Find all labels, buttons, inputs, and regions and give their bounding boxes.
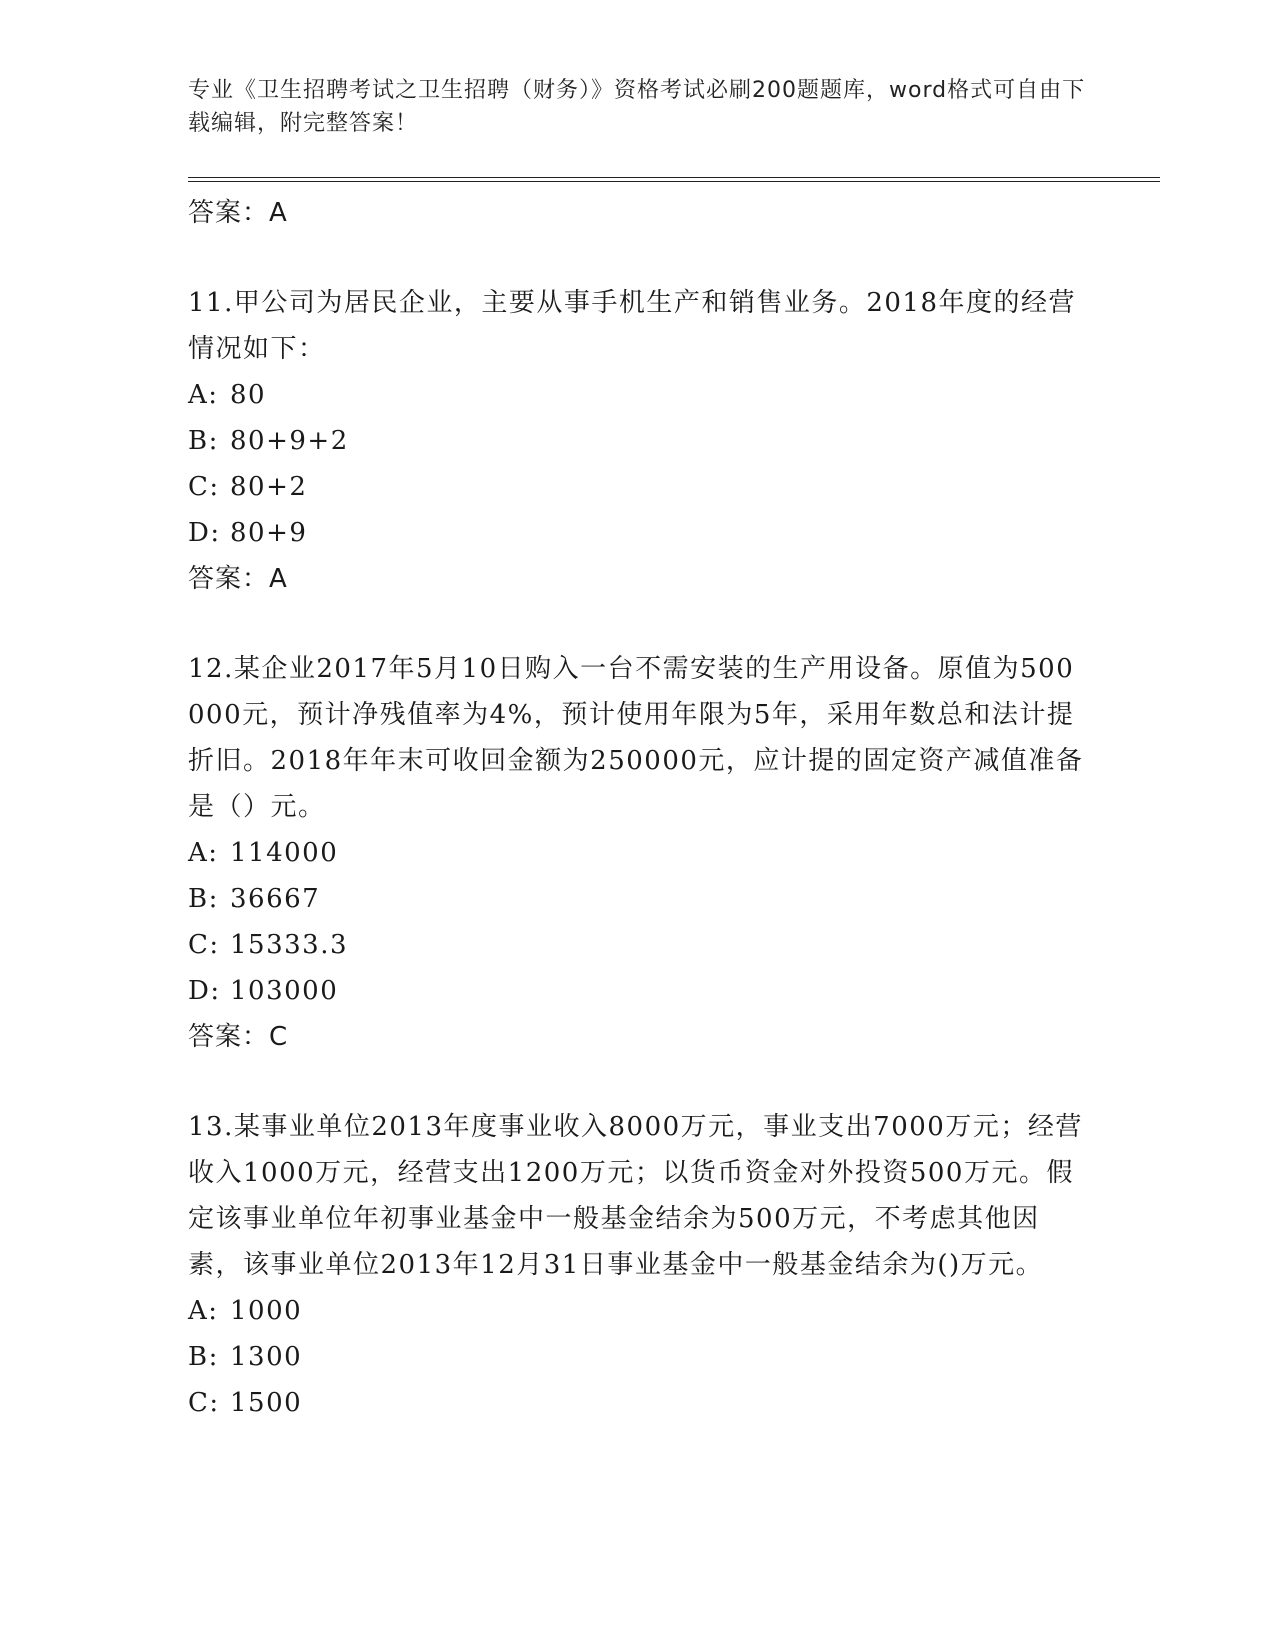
- question-text: 13.某事业单位2013年度事业收入8000万元，事业支出7000万元；经营收入1000万元，经营支出1200万元；以货币资金对外投资500万元。假定该事业单位年初事业基金中一般基金结余为500万元，不考虑其他因素，该事业单位2013年12月31日事业基金中一般基金结余为()万元。: [188, 1112, 1083, 1280]
- option-value: 1000: [230, 1296, 303, 1326]
- page-header: [188, 74, 1088, 140]
- option-key: A:: [188, 1296, 219, 1326]
- option-a: [188, 830, 1088, 876]
- option-value: 80+9: [230, 518, 308, 548]
- option-key: B:: [188, 426, 219, 456]
- option-value: 80+9+2: [230, 426, 349, 456]
- option-value: 36667: [230, 884, 321, 914]
- option-c: [188, 922, 1088, 968]
- option-key: A:: [188, 380, 219, 410]
- header-divider: [188, 177, 1160, 182]
- question-11: [188, 280, 1088, 602]
- answer-line: 答案：C: [188, 1022, 289, 1052]
- option-b: [188, 1334, 1088, 1380]
- question-text: 11.甲公司为居民企业，主要从事手机生产和销售业务。2018年度的经营情况如下：: [188, 288, 1077, 364]
- question-text: 12.某企业2017年5月10日购入一台不需安装的生产用设备。原值为500000元，预计净残值率为4%，预计使用年限为5年，采用年数总和法计提折旧。2018年年末可收回金额为250000元，应计提的固定资产减值准备是（）元。: [188, 654, 1084, 822]
- question-13: [188, 1104, 1088, 1426]
- option-key: B:: [188, 884, 219, 914]
- option-b: [188, 876, 1088, 922]
- option-a: [188, 372, 1088, 418]
- answer-line: 答案：A: [188, 564, 288, 594]
- option-d: [188, 510, 1088, 556]
- option-a: [188, 1288, 1088, 1334]
- option-key: D:: [188, 976, 221, 1006]
- answer-line: 答案：A: [188, 198, 288, 228]
- header-text: 专业《卫生招聘考试之卫生招聘（财务）》资格考试必刷200题题库，word格式可自由下载编辑，附完整答案！: [188, 78, 1086, 136]
- option-key: A:: [188, 838, 219, 868]
- option-value: 114000: [230, 838, 339, 868]
- document-body: [188, 190, 1088, 1426]
- option-key: D:: [188, 518, 221, 548]
- option-value: 1300: [230, 1342, 303, 1372]
- option-c: [188, 464, 1088, 510]
- option-key: C:: [188, 472, 220, 502]
- option-value: 80+2: [230, 472, 308, 502]
- question-12: [188, 646, 1088, 1060]
- option-key: C:: [188, 1388, 220, 1418]
- option-value: 15333.3: [230, 930, 349, 960]
- option-key: C:: [188, 930, 220, 960]
- option-key: B:: [188, 1342, 219, 1372]
- option-b: [188, 418, 1088, 464]
- option-value: 1500: [230, 1388, 303, 1418]
- option-d: [188, 968, 1088, 1014]
- option-value: 80: [230, 380, 267, 410]
- option-c: [188, 1380, 1088, 1426]
- option-value: 103000: [230, 976, 339, 1006]
